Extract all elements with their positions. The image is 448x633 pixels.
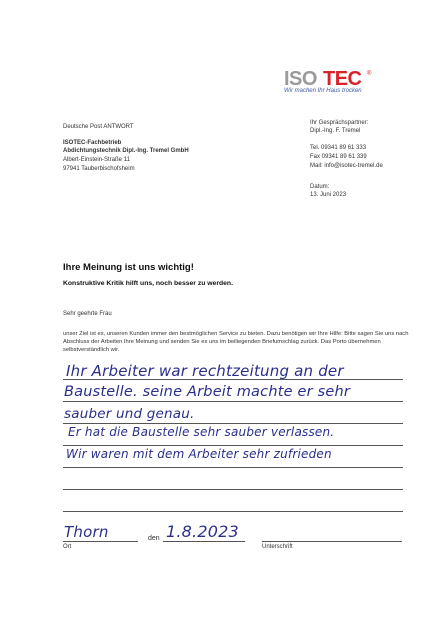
- contact-person-label: Ihr Gesprächspartner:: [310, 120, 369, 126]
- address-line-1: Albert-Einstein-Straße 11: [63, 157, 130, 163]
- company-line-2: Abdichtungstechnik Dipl.-Ing. Tremel GmbH: [63, 148, 189, 154]
- handwritten-line-1: Ihr Arbeiter war rechtzeitung an der: [66, 362, 344, 380]
- handwritten-date: 1.8.2023: [166, 522, 239, 541]
- salutation: Sehr geehrte Frau: [63, 311, 112, 317]
- registered-mark: ®: [367, 71, 372, 77]
- contact-mail: Mail: info@isotec-tremel.de: [310, 163, 383, 169]
- body-text: unser Ziel ist es, unseren Kunden immer den bestmöglichen Service zu bieten. Dazu benötigen wir Ihre Hilfe: Bitte sagen Sie uns nach Abschluss der Arbeiten Ihre Meinung und senden Sie es uns im beiliegenden Briefumschlag zurück. Das Porto übernehmen selbstverständlich wir.: [63, 331, 409, 354]
- writing-line: [63, 401, 403, 402]
- company-line-1: ISOTEC-Fachbetrieb: [63, 140, 122, 146]
- logo-tec-text: TEC: [323, 68, 362, 90]
- handwritten-line-4: Er hat die Baustelle sehr sauber verlassen.: [68, 425, 335, 439]
- handwritten-line-5: Wir waren mit dem Arbeiter sehr zufrieden: [66, 447, 332, 461]
- handwritten-line-3: sauber und genau.: [64, 406, 195, 422]
- reply-label: Deutsche Post ANTWORT: [63, 124, 134, 130]
- contact-phone: Tel. 09341 89 61 333: [310, 145, 367, 151]
- writing-line: [63, 511, 403, 512]
- logo-iso-text: ISO: [284, 68, 317, 90]
- handwritten-line-2: Baustelle. seine Arbeit machte er sehr: [64, 384, 351, 400]
- logo-tagline: Wir machen Ihr Haus trocken: [284, 88, 362, 94]
- contact-person-name: Dipl.-Ing. F. Tremel: [310, 128, 361, 134]
- page-title: Ihre Meinung ist uns wichtig!: [63, 262, 194, 273]
- place-label: Ort: [63, 544, 72, 550]
- isotec-logo: [283, 66, 373, 88]
- writing-line: [63, 489, 403, 490]
- signature-line: [262, 541, 402, 542]
- writing-line: [63, 445, 403, 446]
- place-line: [63, 541, 138, 542]
- handwritten-place: Thorn: [64, 523, 109, 541]
- date-value: 13. Juni 2023: [310, 192, 347, 198]
- address-line-2: 97941 Tauberbischofsheim: [63, 166, 135, 172]
- date-line: [163, 541, 245, 542]
- date-label: Datum:: [310, 184, 330, 190]
- page-subtitle: Konstruktive Kritik hilft uns, noch besser zu werden.: [63, 280, 233, 287]
- writing-line: [63, 423, 403, 424]
- writing-line: [63, 467, 403, 468]
- den-label: den: [148, 535, 160, 542]
- contact-fax: Fax 09341 89 61 339: [310, 154, 367, 160]
- signature-label: Unterschrift: [262, 544, 293, 550]
